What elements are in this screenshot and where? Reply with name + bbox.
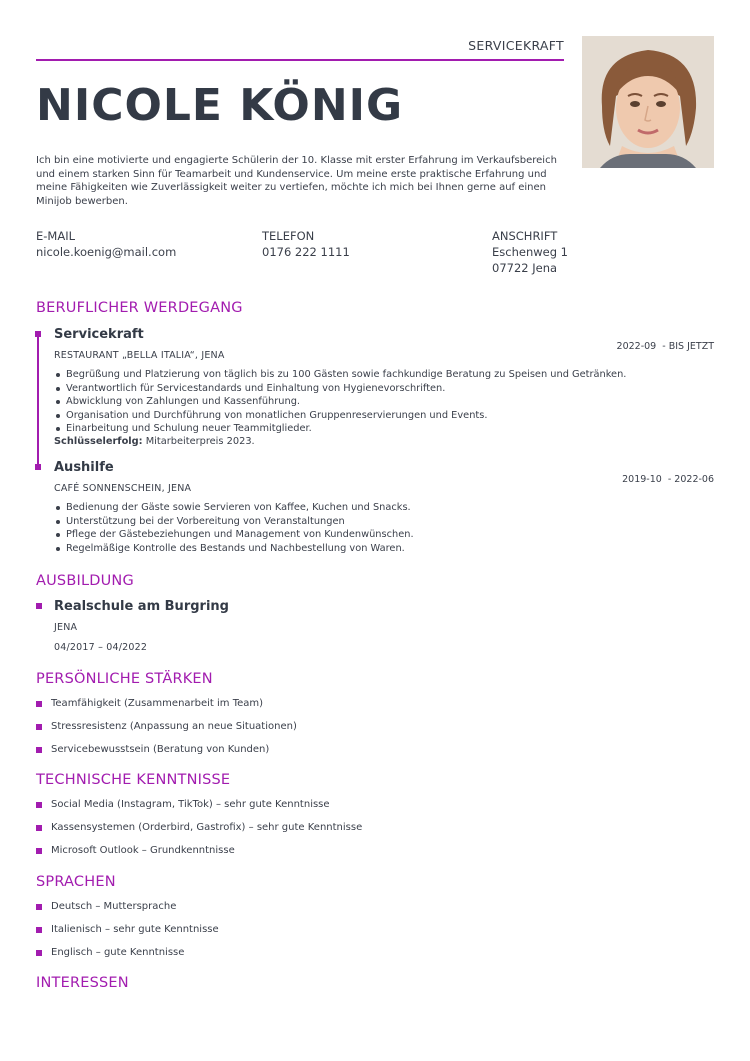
job-1-tasks: [54, 368, 626, 436]
interests-heading: INTERESSEN: [36, 975, 129, 991]
key-achievement-label: Schlüsselerfolg:: [54, 436, 143, 447]
job-1-date: 2022-09 - BIS JETZT: [616, 341, 714, 352]
list-item: Abwicklung von Zahlungen und Kassenführung.: [54, 395, 626, 409]
skills-heading: TECHNISCHE KENNTNISSE: [36, 772, 231, 788]
school-city: JENA: [54, 622, 78, 633]
timeline-marker: [35, 331, 41, 337]
email-value[interactable]: nicole.koenig@mail.com: [36, 245, 177, 259]
address-city: 07722 Jena: [492, 261, 558, 275]
portrait-illustration: [582, 36, 714, 168]
list-item: Englisch – gute Kenntnisse: [36, 947, 219, 970]
languages-heading: SPRACHEN: [36, 874, 116, 890]
list-item: Einarbeitung und Schulung neuer Teammitglieder.: [54, 422, 626, 436]
list-item: Teamfähigkeit (Zusammenarbeit im Team): [36, 698, 297, 721]
address-street: Eschenweg 1: [492, 245, 568, 259]
list-item: Kassensystemen (Orderbird, Gastrofix) – sehr gute Kenntnisse: [36, 822, 362, 845]
job-1-employer: RESTAURANT „BELLA ITALIA“, JENA: [54, 350, 225, 361]
list-item: Microsoft Outlook – Grundkenntnisse: [36, 845, 362, 868]
contact-phone: [262, 228, 350, 260]
experience-heading: BERUFLICHER WERDEGANG: [36, 300, 243, 316]
list-item: Organisation und Durchführung von monatlichen Gruppenreservierungen und Events.: [54, 409, 626, 423]
list-item: Servicebewusstsein (Beratung von Kunden): [36, 744, 297, 767]
list-item: Regelmäßige Kontrolle des Bestands und Nachbestellung von Waren.: [54, 542, 414, 556]
strengths-heading: PERSÖNLICHE STÄRKEN: [36, 671, 213, 687]
job-2-employer: CAFÉ SONNENSCHEIN, JENA: [54, 483, 192, 494]
list-item: Bedienung der Gäste sowie Servieren von Kaffee, Kuchen und Snacks.: [54, 501, 414, 515]
education-marker: [36, 603, 42, 609]
phone-label: TELEFON: [262, 229, 315, 243]
school-dates: 04/2017 – 04/2022: [54, 642, 148, 653]
contact-address: [492, 228, 568, 276]
job-1-title: Servicekraft: [54, 327, 144, 342]
profile-summary: Ich bin eine motivierte und engagierte Schülerin der 10. Klasse mit erster Erfahrung im Verkaufsbereich und einem starken Sinn für Teamarbeit und Kundenservice. Um meine erste praktische Erfahrung und meine Fähigkeiten wie Zuverlässigkeit weiter zu vertiefen, möchte ich mich bei Ihnen gerne auf einen Minijob bewerben.: [36, 155, 557, 207]
list-item: Unterstützung bei der Vorbereitung von Veranstaltungen: [54, 515, 414, 529]
candidate-name: NICOLE KÖNIG: [36, 80, 404, 131]
list-item: Deutsch – Muttersprache: [36, 901, 219, 924]
job-2-tasks: [54, 501, 414, 555]
profile-photo: [582, 36, 714, 168]
list-item: Begrüßung und Platzierung von täglich bis zu 100 Gästen sowie fachkundige Beratung zu Speisen und Getränken.: [54, 368, 626, 382]
header-divider: [36, 59, 564, 61]
key-achievement-text: Mitarbeiterpreis 2023.: [142, 436, 255, 447]
education-heading: AUSBILDUNG: [36, 573, 134, 589]
job-title: SERVICEKRAFT: [468, 38, 564, 53]
school-name: Realschule am Burgring: [54, 599, 229, 614]
list-item: Verantwortlich für Servicestandards und Einhaltung von Hygienevorschriften.: [54, 382, 626, 396]
strengths-list: [36, 698, 297, 766]
address-label: ANSCHRIFT: [492, 229, 558, 243]
timeline-marker: [35, 464, 41, 470]
email-label: E-MAIL: [36, 229, 76, 243]
list-item: Stressresistenz (Anpassung an neue Situationen): [36, 721, 297, 744]
job-1-key-achievement: [54, 436, 255, 447]
phone-value[interactable]: 0176 222 1111: [262, 245, 350, 259]
list-item: Pflege der Gästebeziehungen und Management von Kundenwünschen.: [54, 528, 414, 542]
list-item: Social Media (Instagram, TikTok) – sehr gute Kenntnisse: [36, 799, 362, 822]
timeline-line: [37, 331, 39, 470]
list-item: Italienisch – sehr gute Kenntnisse: [36, 924, 219, 947]
skills-list: [36, 799, 362, 867]
languages-list: [36, 901, 219, 969]
job-2-date: 2019-10 - 2022-06: [622, 474, 714, 485]
job-2-title: Aushilfe: [54, 460, 114, 475]
contact-email: [36, 228, 176, 260]
